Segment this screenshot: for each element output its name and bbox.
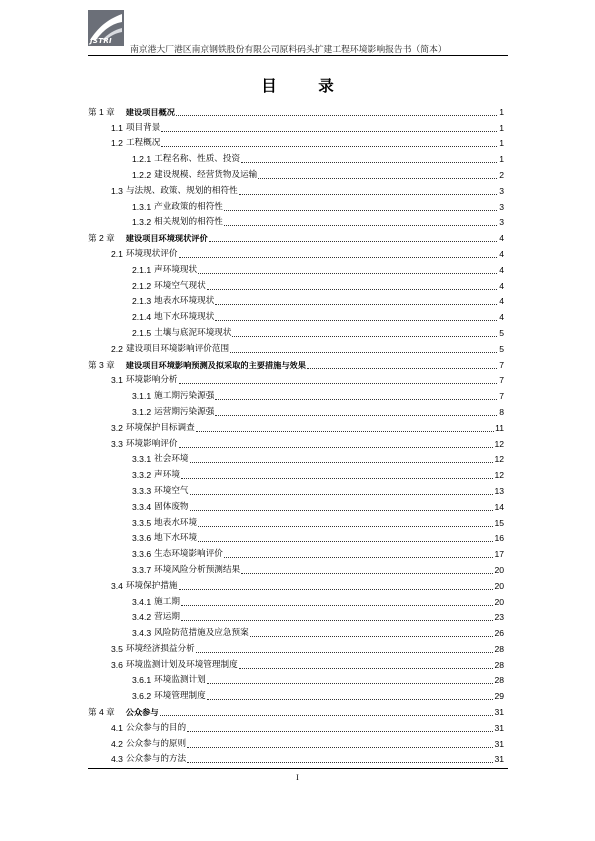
toc-leader-dots	[215, 304, 497, 305]
toc-entry[interactable]	[88, 623, 504, 639]
toc-entry[interactable]	[88, 686, 504, 702]
toc-entry-page: 1	[499, 138, 504, 149]
toc-entry-title: 地表水环境	[154, 517, 198, 528]
toc-entry-number: 3.6.1	[132, 675, 152, 686]
toc-entry[interactable]	[88, 465, 504, 481]
toc-leader-dots	[224, 210, 497, 211]
toc-leader-dots	[161, 146, 497, 147]
toc-entry-title: 与法规、政策、规划的相符性	[125, 185, 238, 196]
toc-entry[interactable]	[88, 118, 504, 134]
toc-entry-title: 公众参与的目的	[125, 722, 187, 733]
toc-entry-page: 17	[494, 549, 504, 560]
toc-entry[interactable]	[88, 371, 504, 387]
toc-entry-title: 地下水环境现状	[154, 312, 215, 323]
toc-entry-number: 3.5	[111, 643, 123, 654]
toc-entry-page: 3	[499, 185, 504, 196]
toc-entry[interactable]	[88, 197, 504, 213]
toc-entry[interactable]	[88, 529, 504, 545]
toc-entry-number: 3.1.2	[132, 406, 152, 417]
document-header-title: 南京港大厂港区南京钢铁股份有限公司原料码头扩建工程环境影响报告书（简本）	[130, 45, 447, 55]
toc-entry[interactable]	[88, 244, 504, 260]
toc-leader-dots	[224, 557, 494, 558]
toc-leader-dots	[187, 762, 493, 763]
toc-entry-page: 20	[494, 596, 504, 607]
toc-leader-dots	[176, 115, 497, 116]
toc-entry-title: 声环境现状	[154, 264, 198, 275]
toc-entry-page: 12	[494, 438, 504, 449]
toc-entry-number: 3.3.1	[132, 454, 152, 465]
toc-entry-page: 1	[499, 106, 504, 117]
toc-entry-number: 1.1	[111, 122, 123, 133]
toc-entry-page: 8	[499, 406, 504, 417]
toc-entry-title: 相关规划的相符性	[154, 217, 223, 228]
toc-entry-page: 31	[494, 707, 504, 718]
toc-entry[interactable]	[88, 481, 504, 497]
toc-leader-dots	[187, 731, 493, 732]
toc-entry-page: 5	[499, 343, 504, 354]
toc-entry[interactable]	[88, 718, 504, 734]
toc-entry[interactable]	[88, 434, 504, 450]
toc-entry-number: 3.3.7	[132, 564, 152, 575]
toc-entry-number: 3.3.6	[132, 549, 152, 560]
toc-entry-page: 4	[499, 233, 504, 244]
toc-entry-title: 环境保护目标调查	[125, 422, 195, 433]
toc-entry-title: 项目背景	[125, 122, 161, 133]
toc-entry[interactable]	[88, 355, 504, 371]
toc-entry[interactable]	[88, 260, 504, 276]
toc-entry-page: 16	[494, 533, 504, 544]
toc-entry[interactable]	[88, 702, 504, 718]
toc-leader-dots	[207, 289, 497, 290]
toc-entry-number: 3.4.2	[132, 612, 152, 623]
toc-entry-number: 第 2 章	[88, 233, 115, 244]
toc-leader-dots	[198, 273, 497, 274]
toc-entry-number: 2.1.4	[132, 312, 152, 323]
toc-entry[interactable]	[88, 497, 504, 513]
toc-entry-page: 2	[499, 169, 504, 180]
toc-entry-title: 环境监测计划及环境管理制度	[125, 659, 238, 670]
toc-entry-number: 2.1.3	[132, 296, 152, 307]
toc-entry[interactable]	[88, 450, 504, 466]
toc-entry[interactable]	[88, 307, 504, 323]
toc-entry[interactable]	[88, 402, 504, 418]
toc-leader-dots	[198, 541, 493, 542]
toc-entry-number: 3.6.2	[132, 691, 152, 702]
footer-divider	[88, 768, 508, 769]
header-divider	[88, 55, 508, 56]
toc-entry-title: 地表水环境现状	[154, 296, 215, 307]
toc-entry-page: 7	[499, 359, 504, 370]
toc-leader-dots	[215, 415, 497, 416]
toc-leader-dots	[215, 320, 497, 321]
toc-entry-title: 建设规模、经营货物及运输	[154, 169, 258, 180]
toc-entry-page: 4	[499, 312, 504, 323]
toc-entry-title: 土壤与底泥环境现状	[154, 327, 232, 338]
toc-leader-dots	[190, 510, 494, 511]
toc-entry-page: 11	[495, 422, 504, 433]
toc-entry-number: 3.3.2	[132, 470, 152, 481]
toc-leader-dots	[198, 526, 493, 527]
toc-entry-number: 1.2.2	[132, 169, 152, 180]
toc-leader-dots	[196, 652, 494, 653]
toc-entry-title: 环境经济损益分析	[125, 643, 195, 654]
toc-entry-title: 地下水环境	[154, 533, 198, 544]
toc-entry-title: 工程概况	[125, 138, 161, 149]
toc-entry-page: 4	[499, 296, 504, 307]
toc-entry-page: 4	[499, 264, 504, 275]
page-number: I	[296, 773, 299, 782]
toc-entry-title: 建设项目概况	[125, 106, 175, 117]
toc-entry-page: 31	[494, 754, 504, 765]
toc-entry-title: 公众参与	[125, 707, 159, 718]
toc-entry-title: 声环境	[154, 470, 180, 481]
toc-leader-dots	[250, 636, 494, 637]
toc-leader-dots	[161, 131, 497, 132]
toc-leader-dots	[181, 605, 494, 606]
toc-entry[interactable]	[88, 276, 504, 292]
toc-entry[interactable]	[88, 560, 504, 576]
toc-entry[interactable]	[88, 418, 504, 434]
toc-entry-title: 环境风险分析预测结果	[154, 564, 241, 575]
toc-leader-dots	[179, 383, 497, 384]
toc-entry-number: 3.1	[111, 375, 123, 386]
toc-entry-title: 公众参与的原则	[125, 738, 187, 749]
toc-entry-number: 4.2	[111, 738, 123, 749]
toc-entry-page: 4	[499, 280, 504, 291]
toc-entry-title: 运营期污染源强	[154, 406, 215, 417]
toc-entry-title: 风险防范措施及应急预案	[154, 628, 249, 639]
toc-leader-dots	[179, 447, 494, 448]
toc-leader-dots	[190, 494, 494, 495]
toc-entry-title: 社会环境	[154, 454, 189, 465]
toc-entry-number: 3.3	[111, 438, 123, 449]
toc-entry-number: 2.1.2	[132, 280, 152, 291]
company-logo	[88, 10, 124, 46]
toc-entry-page: 14	[494, 501, 504, 512]
toc-entry-number: 3.3.3	[132, 485, 152, 496]
toc-entry-page: 28	[494, 643, 504, 654]
toc-entry-number: 1.3.1	[132, 201, 152, 212]
toc-entry-title: 环境监测计划	[154, 675, 206, 686]
toc-entry[interactable]	[88, 102, 504, 118]
toc-entry-title: 建设项目环境现状评价	[125, 233, 208, 244]
toc-entry-page: 20	[494, 580, 504, 591]
toc-entry[interactable]	[88, 165, 504, 181]
toc-leader-dots	[187, 747, 493, 748]
toc-entry-title: 营运期	[154, 612, 180, 623]
toc-entry[interactable]	[88, 181, 504, 197]
toc-entry-page: 26	[494, 628, 504, 639]
toc-leader-dots	[258, 178, 497, 179]
toc-entry-page: 12	[494, 470, 504, 481]
toc-entry[interactable]	[88, 292, 504, 308]
toc-entry-page: 3	[499, 217, 504, 228]
toc-entry-page: 4	[499, 248, 504, 259]
toc-entry-page: 31	[494, 722, 504, 733]
page-header	[88, 10, 508, 54]
toc-entry-page: 13	[494, 485, 504, 496]
toc-entry-number: 1.2	[111, 138, 123, 149]
toc-entry[interactable]	[88, 228, 504, 244]
toc-entry-title: 施工期	[154, 596, 180, 607]
toc-entry[interactable]	[88, 386, 504, 402]
toc-entry-page: 1	[499, 122, 504, 133]
toc-entry[interactable]	[88, 592, 504, 608]
toc-entry-title: 环境空气现状	[154, 280, 206, 291]
toc-entry[interactable]	[88, 576, 504, 592]
toc-entry-page: 31	[494, 738, 504, 749]
table-of-contents	[88, 102, 504, 765]
toc-entry-title: 环境管理制度	[154, 691, 206, 702]
toc-entry-number: 第 1 章	[88, 106, 115, 117]
toc-leader-dots	[215, 399, 497, 400]
toc-entry-page: 28	[494, 659, 504, 670]
toc-entry-page: 3	[499, 201, 504, 212]
toc-entry-page: 15	[494, 517, 504, 528]
toc-leader-dots	[181, 478, 494, 479]
toc-entry-title: 环境影响评价	[125, 438, 178, 449]
toc-entry-page: 20	[494, 564, 504, 575]
toc-leader-dots	[230, 352, 497, 353]
toc-entry-title: 产业政策的相符性	[154, 201, 223, 212]
toc-entry-number: 3.3.5	[132, 517, 152, 528]
toc-entry-number: 2.1.5	[132, 327, 152, 338]
toc-leader-dots	[190, 462, 494, 463]
toc-entry-number: 第 4 章	[88, 707, 115, 718]
toc-entry-title: 公众参与的方法	[125, 754, 187, 765]
toc-entry-title: 建设项目环境影响评价范围	[125, 343, 230, 354]
toc-entry-page: 7	[499, 375, 504, 386]
toc-entry-title: 生态环境影响评价	[154, 549, 223, 560]
toc-entry[interactable]	[88, 213, 504, 229]
toc-entry[interactable]	[88, 339, 504, 355]
toc-entry-number: 2.1.1	[132, 264, 152, 275]
toc-leader-dots	[239, 194, 497, 195]
toc-entry[interactable]	[88, 655, 504, 671]
toc-entry-number: 3.4.3	[132, 628, 152, 639]
toc-leader-dots	[160, 715, 494, 716]
toc-entry-title: 施工期污染源强	[154, 391, 215, 402]
toc-entry-number: 1.3.2	[132, 217, 152, 228]
toc-leader-dots	[181, 620, 494, 621]
toc-leader-dots	[239, 668, 494, 669]
toc-leader-dots	[307, 368, 497, 369]
toc-entry[interactable]	[88, 513, 504, 529]
toc-entry-number: 1.3	[111, 185, 123, 196]
toc-heading: 目 录	[261, 76, 352, 95]
toc-entry-title: 环境保护措施	[125, 580, 178, 591]
toc-entry-title: 环境空气	[154, 485, 189, 496]
toc-entry-page: 5	[499, 327, 504, 338]
toc-entry-number: 2.1	[111, 248, 123, 259]
toc-entry-number: 3.3.4	[132, 501, 152, 512]
toc-entry-page: 29	[494, 691, 504, 702]
toc-entry-number: 4.3	[111, 754, 123, 765]
toc-entry[interactable]	[88, 149, 504, 165]
toc-leader-dots	[179, 589, 494, 590]
toc-entry-number: 第 3 章	[88, 359, 115, 370]
toc-entry-title: 固体废物	[154, 501, 189, 512]
toc-entry[interactable]	[88, 323, 504, 339]
toc-entry-page: 7	[499, 391, 504, 402]
toc-entry-number: 3.6	[111, 659, 123, 670]
toc-entry-number: 3.3.6	[132, 533, 152, 544]
toc-leader-dots	[209, 241, 497, 242]
toc-entry-number: 3.4	[111, 580, 123, 591]
toc-entry[interactable]	[88, 750, 504, 766]
toc-leader-dots	[207, 683, 494, 684]
toc-leader-dots	[179, 257, 497, 258]
toc-entry[interactable]	[88, 608, 504, 624]
toc-leader-dots	[241, 162, 497, 163]
toc-leader-dots	[241, 573, 493, 574]
toc-entry[interactable]	[88, 734, 504, 750]
toc-entry-number: 3.2	[111, 422, 123, 433]
logo-text: JSTRI	[90, 37, 112, 45]
toc-entry-page: 12	[494, 454, 504, 465]
toc-entry-title: 建设项目环境影响预测及拟采取的主要措施与效果	[125, 359, 306, 370]
toc-entry-page: 23	[494, 612, 504, 623]
toc-entry[interactable]	[88, 671, 504, 687]
toc-entry-title: 环境现状评价	[125, 248, 178, 259]
toc-entry-number: 3.4.1	[132, 596, 152, 607]
toc-entry[interactable]	[88, 639, 504, 655]
toc-entry-number: 2.2	[111, 343, 123, 354]
toc-leader-dots	[232, 336, 497, 337]
toc-entry-title: 环境影响分析	[125, 375, 178, 386]
toc-entry-number: 1.2.1	[132, 154, 152, 165]
toc-leader-dots	[196, 431, 494, 432]
toc-entry-page: 28	[494, 675, 504, 686]
toc-entry-title: 工程名称、性质、投资	[154, 154, 241, 165]
toc-leader-dots	[207, 699, 494, 700]
toc-entry[interactable]	[88, 134, 504, 150]
toc-entry-page: 1	[499, 154, 504, 165]
toc-entry-number: 4.1	[111, 722, 123, 733]
toc-entry-number: 3.1.1	[132, 391, 152, 402]
toc-leader-dots	[224, 225, 497, 226]
toc-entry[interactable]	[88, 544, 504, 560]
